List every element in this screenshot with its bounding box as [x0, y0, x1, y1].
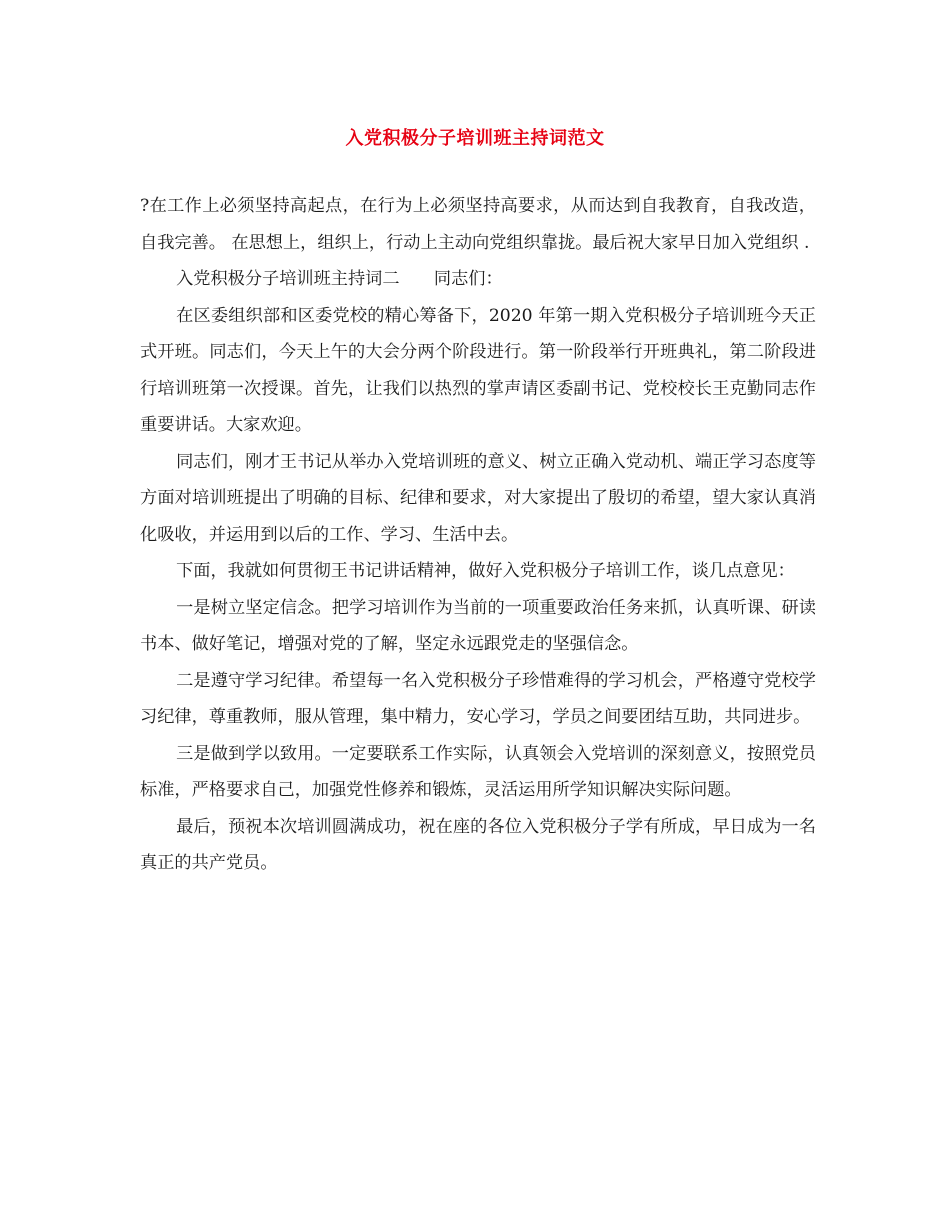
paragraph-point-three: 三是做到学以致用。一定要联系工作实际，认真领会入党培训的深刻意义，按照党员标准，严格要求自己，加强党性修养和锻炼，灵活运用所学知识解决实际问题。: [140, 743, 816, 800]
paragraph-closing: 最后，预祝本次培训圆满成功，祝在座的各位入党积极分子学有所成，早日成为一名真正的共产党员。: [140, 816, 816, 873]
paragraph-section-heading: 入党积极分子培训班主持词二 同志们：: [176, 269, 503, 289]
paragraph-intro-points: 下面，我就如何贯彻王书记讲话精神，做好入党积极分子培训工作，谈几点意见：: [176, 561, 795, 581]
paragraph-point-one: 一是树立坚定信念。把学习培训作为当前的一项重要政治任务来抓，认真听课、研读书本、做好笔记，增强对党的了解，坚定永远跟党走的坚强信念。: [140, 597, 816, 654]
paragraph-point-two: 二是遵守学习纪律。希望每一名入党积极分子珍惜难得的学习机会，严格遵守党校学习纪律，尊重教师，服从管理，集中精力，安心学习，学员之间要团结互助，共同进步。: [140, 670, 816, 727]
document-body: [140, 188, 816, 882]
document-title: 入党积极分子培训班主持词范文: [345, 128, 605, 149]
paragraph-summary: 同志们，刚才王书记从举办入党培训班的意义、树立正确入党动机、端正学习态度等方面对培训班提出了明确的目标、纪律和要求，对大家提出了殷切的希望，望大家认真消化吸收，并运用到以后的工作、学习、生活中去。: [140, 451, 816, 545]
paragraph-opening: 在区委组织部和区委党校的精心筹备下，2020 年第一期入党积极分子培训班今天正式开班。同志们，今天上午的大会分两个阶段进行。第一阶段举行开班典礼，第二阶段进行培训班第一次授课。首先，让我们以热烈的掌声请区委副书记、党校校长王克勤同志作重要讲话。大家欢迎。: [140, 305, 816, 435]
paragraph-continuation: ?在工作上必须坚持高起点，在行为上必须坚持高要求，从而达到自我教育，自我改造，自我完善。 在思想上，组织上，行动上主动向党组织靠拢。最后祝大家早日加入党组织 .: [140, 196, 816, 253]
